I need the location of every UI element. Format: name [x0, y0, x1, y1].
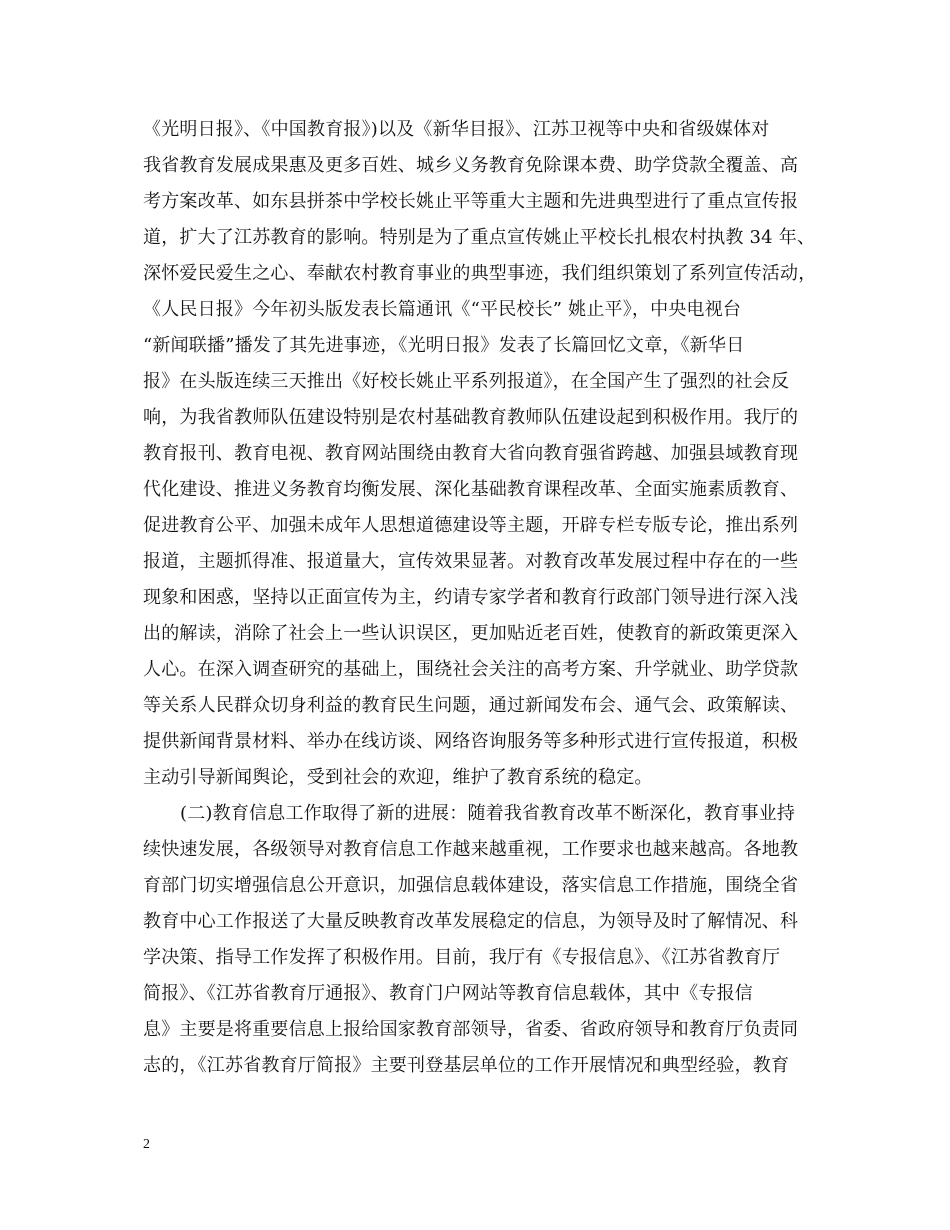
text-line: 我省教育发展成果惠及更多百姓、城乡义务教育免除课本费、助学贷款全覆盖、高 — [143, 155, 799, 176]
text-line: 响，为我省教师队伍建设特别是农村基础教育教师队伍建设起到积极作用。我厅的 — [143, 407, 799, 428]
text-line: 简报》、《江苏省教育厅通报》、教育门户网站等教育信息载体，其中《专报信 — [143, 983, 753, 1004]
text-line: 道，扩大了江苏教育的影响。特别是为了重点宣传姚止平校长扎根农村执教 34 年、 — [143, 227, 816, 248]
text-line: 提供新闻背景材料、举办在线访谈、网络咨询服务等多种形式进行宣传报道，积极 — [143, 731, 799, 752]
text-line: 主动引导新闻舆论，受到社会的欢迎，维护了教育系统的稳定。 — [143, 767, 653, 788]
text-line: 考方案改革、如东县拼茶中学校长姚止平等重大主题和先进典型进行了重点宣传报 — [143, 191, 799, 212]
text-line: 报》在头版连续三天推出《好校长姚止平系列报道》，在全国产生了强烈的社会反 — [143, 371, 790, 392]
text-line: 志的，《江苏省教育厅简报》主要刊登基层单位的工作开展情况和典型经验，教育 — [143, 1055, 790, 1076]
text-line: 出的解读，消除了社会上一些认识误区，更加贴近老百姓，使教育的新政策更深入 — [143, 623, 799, 644]
text-line: 教育中心工作报送了大量反映教育改革发展稳定的信息，为领导及时了解情况、科 — [143, 911, 799, 932]
text-line: 学决策、指导工作发挥了积极作用。目前，我厅有《专报信息》、《江苏省教育厅 — [143, 947, 781, 968]
text-line: 息》主要是将重要信息上报给国家教育部领导，省委、省政府领导和教育厅负责同 — [143, 1019, 799, 1040]
text-line: 促进教育公平、加强未成年人思想道德建设等主题，开辟专栏专版专论，推出系列 — [143, 515, 799, 536]
text-line: 人心。在深入调查研究的基础上，围绕社会关注的高考方案、升学就业、助学贷款 — [143, 659, 799, 680]
text-line: 深怀爱民爱生之心、奉献农村教育事业的典型事迹，我们组织策划了系列宣传活动， — [143, 263, 817, 284]
text-line: 现象和困惑，坚持以正面宣传为主，约请专家学者和教育行政部门领导进行深入浅 — [143, 587, 799, 608]
text-line: 报道，主题抓得准、报道量大，宣传效果显著。对教育改革发展过程中存在的一些 — [143, 551, 799, 572]
text-line: 育部门切实增强信息公开意识，加强信息载体建设，落实信息工作措施，围绕全省 — [143, 875, 799, 896]
text-line: 教育报刊、教育电视、教育网站围绕由教育大省向教育强省跨越、加强县域教育现 — [143, 443, 799, 464]
page-number: 2 — [143, 1137, 150, 1152]
text-line: 《光明日报》、《中国教育报》)以及《新华目报》、江苏卫视等中央和省级媒体对 — [143, 119, 770, 140]
text-line: “新闻联播”播发了其先进事迹，《光明日报》发表了长篇回忆文章，《新华日 — [143, 335, 745, 356]
text-line: 代化建设、推进义务教育均衡发展、深化基础教育课程改革、全面实施素质教育、 — [143, 479, 799, 500]
text-line: 《人民日报》今年初头版发表长篇通讯《“平民校长” 姚止平》，中央电视台 — [143, 299, 742, 320]
paragraph-start-line: (二)教育信息工作取得了新的进展：随着我省教育改革不断深化，教育事业持 — [180, 803, 796, 824]
text-line: 等关系人民群众切身利益的教育民生问题，通过新闻发布会、通气会、政策解读、 — [143, 695, 799, 716]
text-line: 续快速发展，各级领导对教育信息工作越来越重视，工作要求也越来越高。各地教 — [143, 839, 799, 860]
